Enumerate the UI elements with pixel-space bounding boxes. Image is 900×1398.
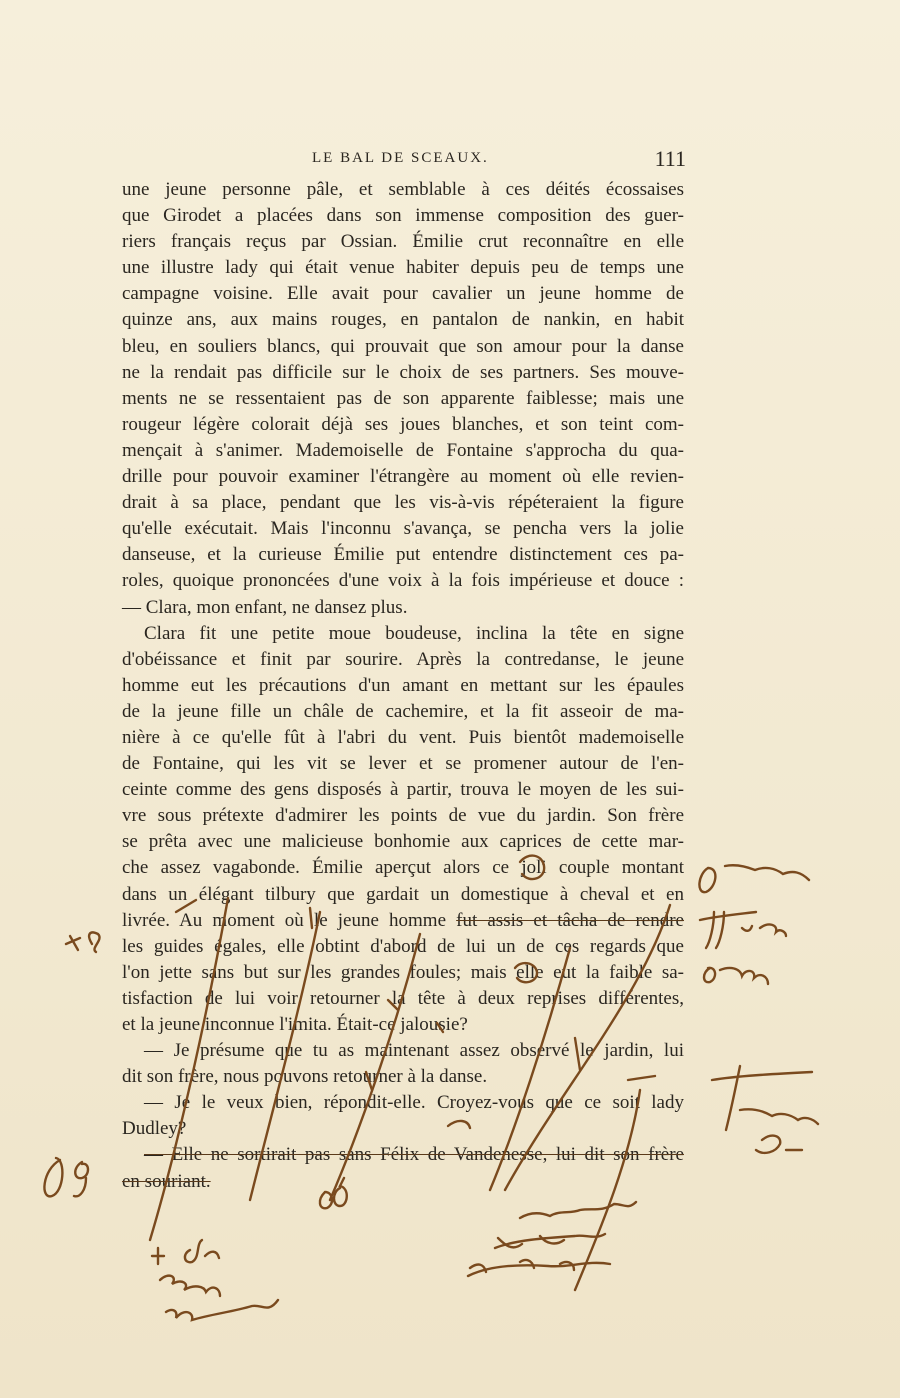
margin-mark [185, 1240, 219, 1262]
text-line: — Je le veux bien, répondit-elle. Croyez-vous que ce soit lady [144, 1092, 684, 1114]
text-line: d'obéissance et finit par sourire. Après la contredanse, le jeune [122, 648, 684, 670]
text-line: homme eut les précautions d'un amant en mettant sur les épaules [122, 674, 684, 696]
margin-mark [725, 865, 809, 880]
margin-mark [152, 1248, 164, 1264]
margin-mark [704, 968, 768, 984]
margin-mark [756, 1136, 802, 1153]
margin-mark [468, 1263, 610, 1276]
text-line: — Je présume que tu as maintenant assez observé le jardin, lui [144, 1040, 684, 1062]
margin-mark [699, 868, 715, 892]
margin-mark [66, 936, 80, 950]
text-line: qu'elle exécutait. Mais l'inconnu s'avança, se pencha vers la jolie [122, 518, 684, 540]
text-line: et la jeune inconnue l'imita. Était-ce jalousie? [122, 1014, 468, 1035]
text-line: drait à sa place, pendant que les vis-à-vis répéteraient la figure [122, 492, 684, 514]
margin-mark [712, 1066, 812, 1130]
text-line: de Fontaine, qui les vit se lever et se promener autour de l'en- [122, 753, 684, 775]
margin-mark [498, 1236, 564, 1247]
text-line: Dudley? [122, 1118, 187, 1140]
text-line: — Clara, mon enfant, ne dansez plus. [122, 596, 408, 618]
text-line: tisfaction de lui voir retourner la tête à deux reprises différentes, [122, 987, 684, 1009]
running-title: LE BAL DE SCEAUX. [312, 150, 489, 166]
text-line: une illustre lady qui était venue habiter depuis peu de temps une [122, 257, 684, 279]
text-line: ne la rendait pas difficile sur le choix de ses partners. Ses mouve- [122, 361, 684, 383]
text-line: ceinte comme des gens disposés à partir, trouva le moyen de les sui- [122, 779, 684, 801]
margin-mark [160, 1276, 220, 1296]
text-line: dit son frère, nous pouvons retourner à la danse. [122, 1066, 488, 1088]
deleted-line: en souriant. [122, 1170, 211, 1192]
margin-mark [89, 932, 99, 952]
text-line: se prêta avec une malicieuse bonhomie aux caprices de cette mar- [122, 831, 684, 853]
text-line: mençait à s'animer. Mademoiselle de Fontaine s'approcha du qua- [122, 439, 684, 461]
text-line-with-deletion [122, 908, 684, 934]
margin-mark [495, 1234, 605, 1248]
margin-mark [74, 1162, 88, 1196]
text-line: riers français reçus par Ossian. Émilie crut reconnaître en elle [122, 231, 684, 253]
text-line: l'on jette sans but sur les grandes foules; mais elle eut la faible sa- [122, 961, 684, 983]
text-line: quinze ans, aux mains rouges, en pantalon de nankin, en habit [122, 309, 684, 331]
page-number: 111 [654, 146, 686, 171]
retained-text: livrée. Au moment où le jeune homme [122, 909, 457, 931]
text-line: une jeune personne pâle, et semblable à ces déités écossaises [122, 179, 684, 200]
text-line: roles, quoique prononcées d'une voix à la fois impérieuse et douce : [122, 570, 684, 592]
text-line: rougeur légère colorait déjà ses joues blanches, et son teint com- [122, 413, 684, 435]
body-text [122, 177, 684, 1195]
margin-mark [44, 1158, 62, 1196]
text-line: drille pour pouvoir examiner l'étrangère au moment où elle revien- [122, 466, 684, 488]
text-line: Clara fit une petite moue boudeuse, inclina la tête en signe [144, 622, 684, 644]
running-head [120, 146, 686, 174]
margin-mark [166, 1300, 278, 1320]
deleted-text: fut assis et tâcha de rendre [456, 909, 684, 931]
text-line: che assez vagabonde. Émilie aperçut alors ce joli couple montant [122, 857, 684, 879]
text-line: vre sous prétexte d'admirer les points de vue du jardin. Son frère [122, 805, 684, 827]
margin-mark [520, 1202, 636, 1218]
margin-mark [742, 925, 786, 936]
text-line: bleu, en souliers blancs, qui prouvait que son amour pour la danse [122, 335, 684, 357]
text-line: nière à ce qu'elle fût à l'abri du vent. Puis bientôt mademoiselle [122, 726, 684, 748]
text-line: campagne voisine. Elle avait pour cavalier un jeune homme de [122, 283, 684, 305]
text-line: danseuse, et la curieuse Émilie put entendre distinctement ces pa- [122, 544, 684, 566]
margin-mark [470, 1260, 574, 1272]
text-line: de la jeune fille un châle de cachemire, et la fit asseoir de ma- [122, 700, 684, 722]
text-line: que Girodet a placées dans son immense composition des guer- [122, 205, 684, 227]
deleted-line: — Elle ne sortirait pas sans Félix de Vandenesse, lui dit son frère [144, 1144, 684, 1166]
text-line: dans un élégant tilbury que gardait un domestique à cheval et en [122, 883, 684, 905]
margin-mark [740, 1109, 818, 1124]
text-line: les guides égales, elle obtint d'abord de lui un de ces regards que [122, 935, 684, 957]
text-line: ments ne se ressentaient pas de son apparente faiblesse; mais une [122, 387, 684, 409]
margin-mark [700, 912, 756, 948]
